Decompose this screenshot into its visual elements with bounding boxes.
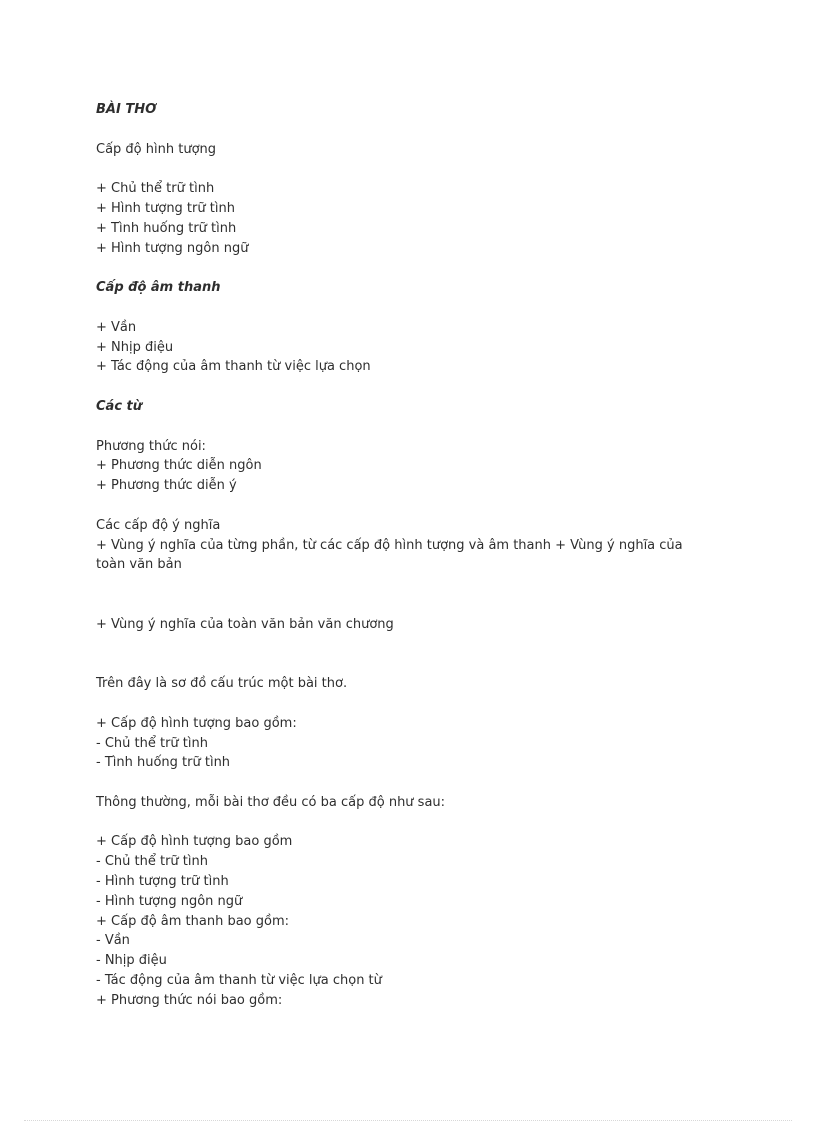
sound-heading: Cấp độ âm thanh xyxy=(96,280,221,296)
words-heading: Các từ xyxy=(96,398,143,414)
meaning-line: + Vùng ý nghĩa của toàn văn bản văn chương xyxy=(96,616,394,632)
list-item: + Nhịp điệu xyxy=(96,339,174,355)
list-item: - Vần xyxy=(96,933,130,949)
document-body xyxy=(96,100,716,1011)
page-bottom-divider xyxy=(24,1120,792,1121)
list-item: - Chủ thể trữ tình xyxy=(96,735,208,751)
methods-title: Phương thức nói: xyxy=(96,438,206,454)
list-item: - Tình huống trữ tình xyxy=(96,755,231,771)
summary-imagery-title: + Cấp độ hình tượng bao gồm: xyxy=(96,715,297,731)
list-item: - Hình tượng trữ tình xyxy=(96,874,229,890)
imagery-title: Cấp độ hình tượng xyxy=(96,141,217,157)
meaning-title: Các cấp độ ý nghĩa xyxy=(96,517,221,533)
list-item: + Phương thức diễn ngôn xyxy=(96,458,262,474)
levels-methods-title: + Phương thức nói bao gồm: xyxy=(96,992,283,1008)
list-item: + Tình huống trữ tình xyxy=(96,220,237,236)
list-item: + Vần xyxy=(96,319,137,335)
list-item: - Chủ thể trữ tình xyxy=(96,854,208,870)
summary-usual: Thông thường, mỗi bài thơ đều có ba cấp độ như sau: xyxy=(96,794,446,810)
list-item: + Hình tượng ngôn ngữ xyxy=(96,240,249,256)
list-item: + Hình tượng trữ tình xyxy=(96,200,235,216)
list-item: + Tác động của âm thanh từ việc lựa chọn xyxy=(96,359,371,375)
levels-imagery-title: + Cấp độ hình tượng bao gồm xyxy=(96,834,293,850)
list-item: - Hình tượng ngôn ngữ xyxy=(96,893,243,909)
summary-intro: Trên đây là sơ đồ cấu trúc một bài thơ. xyxy=(96,676,348,692)
list-item: + Phương thức diễn ý xyxy=(96,478,237,494)
meaning-line: + Vùng ý nghĩa của từng phần, từ các cấp độ hình tượng và âm thanh + Vùng ý nghĩa của xyxy=(96,537,683,553)
list-item: + Chủ thể trữ tình xyxy=(96,181,215,197)
list-item: - Tác động của âm thanh từ việc lựa chọn từ xyxy=(96,973,382,989)
main-heading: BÀI THƠ xyxy=(96,102,157,117)
meaning-line: toàn văn bản xyxy=(96,557,182,573)
list-item: - Nhịp điệu xyxy=(96,953,167,969)
levels-sound-title: + Cấp độ âm thanh bao gồm: xyxy=(96,913,290,929)
